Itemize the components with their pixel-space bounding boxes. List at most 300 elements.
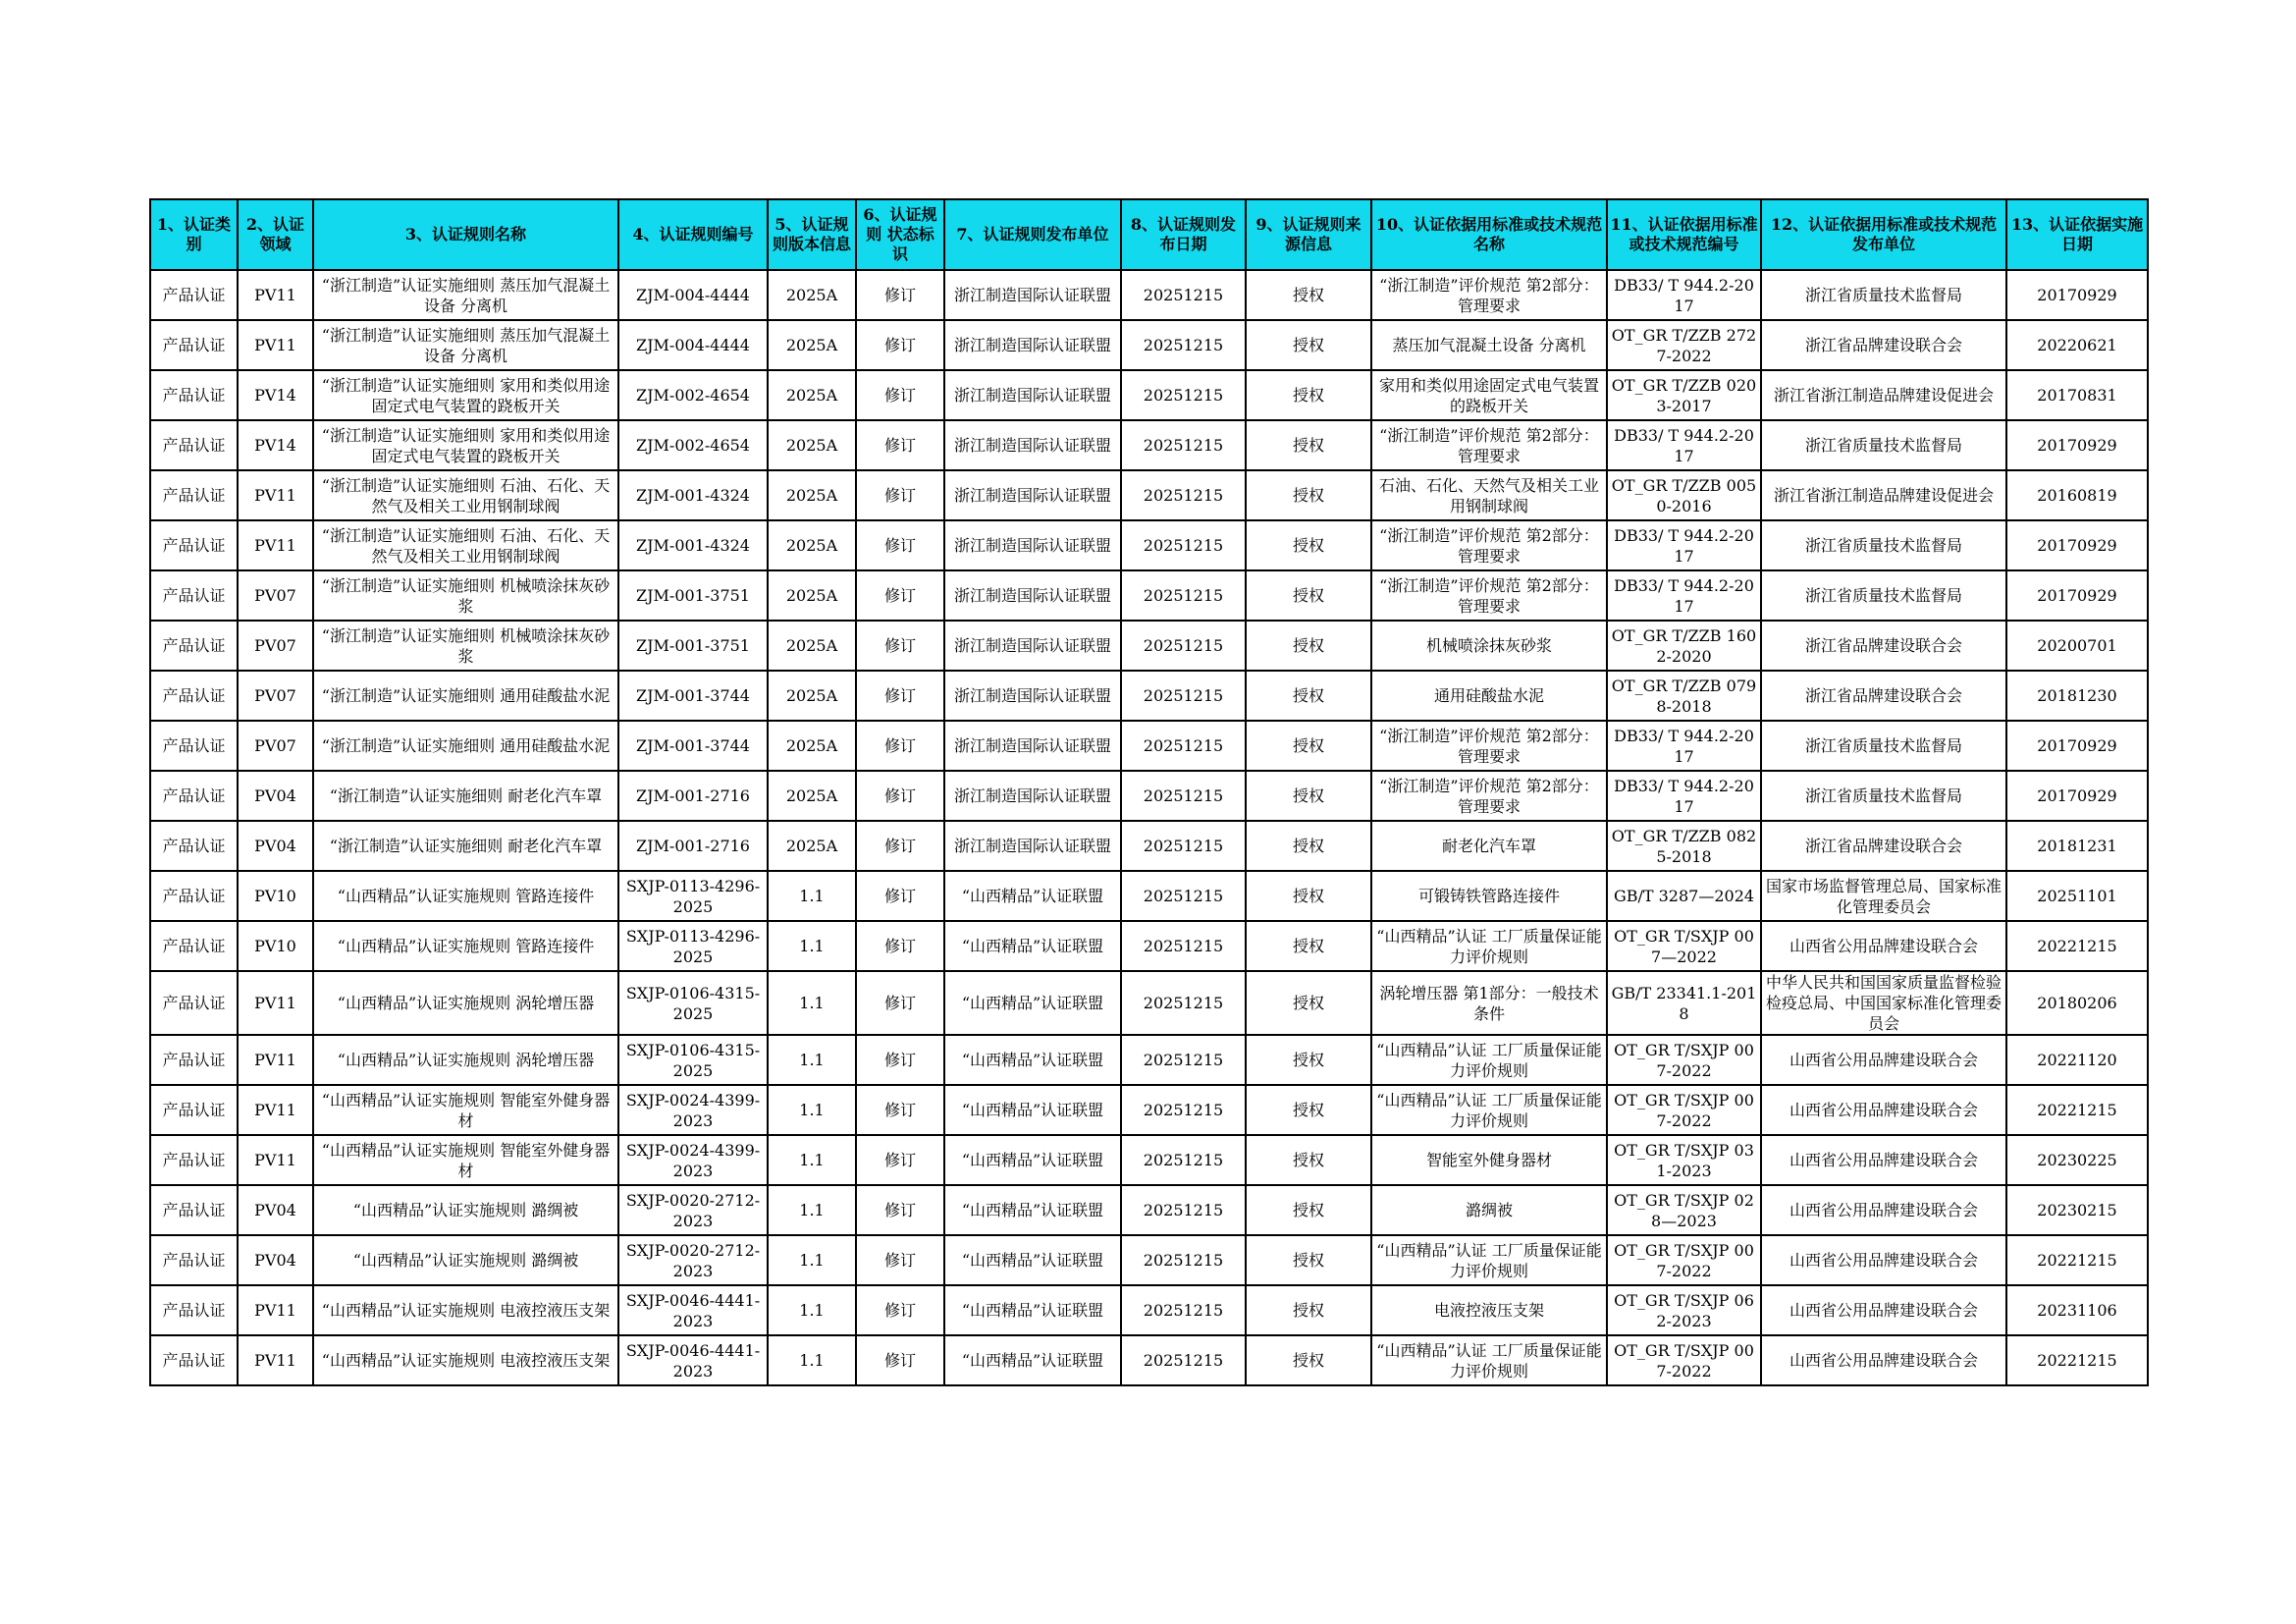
cell-col-rule-number: SXJP-0046-4441-2023 [618, 1335, 768, 1385]
cell-col-status: 修订 [856, 821, 944, 871]
cell-col-rule-name: “山西精品”认证实施规则 电液控液压支架 [313, 1285, 618, 1335]
cell-col-status: 修订 [856, 1285, 944, 1335]
cell-col-standard-name: “浙江制造”评价规范 第2部分：管理要求 [1371, 270, 1607, 320]
cell-col-status: 修订 [856, 921, 944, 971]
cell-col-effective-date: 20221215 [2006, 1235, 2148, 1285]
cell-col-effective-date: 20230225 [2006, 1135, 2148, 1185]
table-row [150, 971, 2148, 1035]
cell-col-source: 授权 [1246, 1285, 1371, 1335]
cell-col-standard-name: 耐老化汽车罩 [1371, 821, 1607, 871]
cell-col-status: 修订 [856, 721, 944, 771]
cell-col-field: PV11 [238, 1135, 313, 1185]
cell-col-standard-number: DB33/ T 944.2-2017 [1607, 420, 1761, 470]
cell-col-rule-name: “山西精品”认证实施规则 智能室外健身器材 [313, 1085, 618, 1135]
cell-col-standard-publisher: 山西省公用品牌建设联合会 [1761, 1235, 2006, 1285]
cell-col-standard-publisher: 浙江省浙江制造品牌建设促进会 [1761, 470, 2006, 520]
header-col-source: 9、认证规则来源信息 [1246, 199, 1371, 270]
cell-col-source: 授权 [1246, 1185, 1371, 1235]
cell-col-rule-number: SXJP-0113-4296-2025 [618, 921, 768, 971]
cell-col-source: 授权 [1246, 721, 1371, 771]
cell-col-standard-number: DB33/ T 944.2-2017 [1607, 520, 1761, 570]
cell-col-source: 授权 [1246, 1135, 1371, 1185]
cell-col-standard-publisher: 浙江省品牌建设联合会 [1761, 821, 2006, 871]
cell-col-category: 产品认证 [150, 921, 238, 971]
cell-col-rule-name: “浙江制造”认证实施细则 耐老化汽车罩 [313, 821, 618, 871]
cell-col-publisher: “山西精品”认证联盟 [944, 1185, 1121, 1235]
cell-col-rule-number: SXJP-0020-2712-2023 [618, 1185, 768, 1235]
cell-col-field: PV11 [238, 520, 313, 570]
header-col-publish-date: 8、认证规则发布日期 [1121, 199, 1246, 270]
cell-col-standard-number: OT_GR T/SXJP 007-2022 [1607, 1235, 1761, 1285]
cell-col-standard-number: OT_GR T/SXJP 031-2023 [1607, 1135, 1761, 1185]
table-row [150, 1235, 2148, 1285]
cell-col-standard-name: “山西精品”认证 工厂质量保证能力评价规则 [1371, 1335, 1607, 1385]
cell-col-version: 2025A [768, 721, 856, 771]
cell-col-version: 2025A [768, 621, 856, 671]
cell-col-rule-name: “浙江制造”认证实施细则 机械喷涂抹灰砂浆 [313, 621, 618, 671]
cell-col-field: PV11 [238, 1085, 313, 1135]
cell-col-category: 产品认证 [150, 1335, 238, 1385]
table-row [150, 1135, 2148, 1185]
table-row [150, 1285, 2148, 1335]
cell-col-rule-name: “山西精品”认证实施规则 管路连接件 [313, 871, 618, 921]
cell-col-status: 修订 [856, 1185, 944, 1235]
cell-col-status: 修订 [856, 270, 944, 320]
cell-col-status: 修订 [856, 520, 944, 570]
cell-col-standard-number: DB33/ T 944.2-2017 [1607, 771, 1761, 821]
cell-col-category: 产品认证 [150, 570, 238, 621]
cell-col-publish-date: 20251215 [1121, 1235, 1246, 1285]
cell-col-publisher: 浙江制造国际认证联盟 [944, 771, 1121, 821]
cell-col-publish-date: 20251215 [1121, 771, 1246, 821]
cell-col-rule-number: SXJP-0106-4315-2025 [618, 1035, 768, 1085]
cell-col-source: 授权 [1246, 771, 1371, 821]
cell-col-status: 修订 [856, 420, 944, 470]
cell-col-standard-number: OT_GR T/ZZB 0798-2018 [1607, 671, 1761, 721]
header-col-standard-publisher: 12、认证依据用标准或技术规范发布单位 [1761, 199, 2006, 270]
cell-col-source: 授权 [1246, 1235, 1371, 1285]
cell-col-rule-number: ZJM-002-4654 [618, 370, 768, 420]
cell-col-standard-number: DB33/ T 944.2-2017 [1607, 570, 1761, 621]
table-row [150, 921, 2148, 971]
cell-col-publish-date: 20251215 [1121, 1185, 1246, 1235]
cell-col-effective-date: 20221215 [2006, 1085, 2148, 1135]
cell-col-standard-publisher: 山西省公用品牌建设联合会 [1761, 1085, 2006, 1135]
cell-col-standard-name: 潞绸被 [1371, 1185, 1607, 1235]
cell-col-standard-number: OT_GR T/ZZB 0203-2017 [1607, 370, 1761, 420]
table-body [150, 270, 2148, 1385]
cell-col-standard-publisher: 浙江省质量技术监督局 [1761, 570, 2006, 621]
cell-col-source: 授权 [1246, 270, 1371, 320]
cell-col-status: 修订 [856, 1135, 944, 1185]
cell-col-effective-date: 20170929 [2006, 570, 2148, 621]
cell-col-source: 授权 [1246, 1085, 1371, 1135]
cell-col-publish-date: 20251215 [1121, 320, 1246, 370]
cell-col-status: 修订 [856, 871, 944, 921]
cell-col-category: 产品认证 [150, 420, 238, 470]
cell-col-standard-number: OT_GR T/SXJP 028—2023 [1607, 1185, 1761, 1235]
cell-col-category: 产品认证 [150, 320, 238, 370]
cell-col-standard-name: “山西精品”认证 工厂质量保证能力评价规则 [1371, 921, 1607, 971]
cell-col-category: 产品认证 [150, 771, 238, 821]
cell-col-field: PV11 [238, 470, 313, 520]
cell-col-category: 产品认证 [150, 621, 238, 671]
cell-col-rule-name: “浙江制造”认证实施细则 通用硅酸盐水泥 [313, 671, 618, 721]
cell-col-publisher: 浙江制造国际认证联盟 [944, 621, 1121, 671]
cell-col-standard-publisher: 山西省公用品牌建设联合会 [1761, 1035, 2006, 1085]
cell-col-field: PV11 [238, 1035, 313, 1085]
table-row [150, 1035, 2148, 1085]
cell-col-rule-number: SXJP-0020-2712-2023 [618, 1235, 768, 1285]
cell-col-publish-date: 20251215 [1121, 520, 1246, 570]
cell-col-standard-name: “山西精品”认证 工厂质量保证能力评价规则 [1371, 1035, 1607, 1085]
cell-col-field: PV10 [238, 921, 313, 971]
cell-col-rule-name: “浙江制造”认证实施细则 通用硅酸盐水泥 [313, 721, 618, 771]
cell-col-rule-number: SXJP-0046-4441-2023 [618, 1285, 768, 1335]
cell-col-rule-number: ZJM-001-3751 [618, 621, 768, 671]
cell-col-publisher: 浙江制造国际认证联盟 [944, 320, 1121, 370]
header-col-version: 5、认证规则版本信息 [768, 199, 856, 270]
header-col-effective-date: 13、认证依据实施日期 [2006, 199, 2148, 270]
cell-col-category: 产品认证 [150, 470, 238, 520]
cell-col-category: 产品认证 [150, 821, 238, 871]
cell-col-version: 2025A [768, 821, 856, 871]
cell-col-source: 授权 [1246, 470, 1371, 520]
cell-col-version: 1.1 [768, 871, 856, 921]
cell-col-publisher: “山西精品”认证联盟 [944, 1035, 1121, 1085]
cell-col-version: 1.1 [768, 1285, 856, 1335]
cell-col-effective-date: 20220621 [2006, 320, 2148, 370]
cell-col-publish-date: 20251215 [1121, 270, 1246, 320]
cell-col-standard-name: 机械喷涂抹灰砂浆 [1371, 621, 1607, 671]
cell-col-category: 产品认证 [150, 1235, 238, 1285]
cell-col-effective-date: 20181231 [2006, 821, 2148, 871]
cell-col-rule-name: “浙江制造”认证实施细则 家用和类似用途固定式电气装置的跷板开关 [313, 420, 618, 470]
cell-col-publisher: 浙江制造国际认证联盟 [944, 821, 1121, 871]
table-row [150, 721, 2148, 771]
cell-col-source: 授权 [1246, 921, 1371, 971]
table-row [150, 1085, 2148, 1135]
cell-col-category: 产品认证 [150, 370, 238, 420]
cell-col-rule-name: “山西精品”认证实施规则 智能室外健身器材 [313, 1135, 618, 1185]
header-col-standard-number: 11、认证依据用标准或技术规范编号 [1607, 199, 1761, 270]
cell-col-standard-number: DB33/ T 944.2-2017 [1607, 721, 1761, 771]
cell-col-standard-name: 通用硅酸盐水泥 [1371, 671, 1607, 721]
cell-col-version: 2025A [768, 771, 856, 821]
cell-col-status: 修订 [856, 570, 944, 621]
cell-col-field: PV14 [238, 370, 313, 420]
cell-col-standard-publisher: 浙江省质量技术监督局 [1761, 520, 2006, 570]
cell-col-rule-name: “浙江制造”认证实施细则 家用和类似用途固定式电气装置的跷板开关 [313, 370, 618, 420]
cell-col-publish-date: 20251215 [1121, 1085, 1246, 1135]
cell-col-effective-date: 20170929 [2006, 771, 2148, 821]
cell-col-source: 授权 [1246, 971, 1371, 1035]
cell-col-standard-name: “浙江制造”评价规范 第2部分：管理要求 [1371, 520, 1607, 570]
cell-col-category: 产品认证 [150, 871, 238, 921]
cell-col-publisher: 浙江制造国际认证联盟 [944, 520, 1121, 570]
cell-col-field: PV07 [238, 621, 313, 671]
cell-col-standard-publisher: 浙江省质量技术监督局 [1761, 270, 2006, 320]
cell-col-effective-date: 20181230 [2006, 671, 2148, 721]
cell-col-publish-date: 20251215 [1121, 420, 1246, 470]
cell-col-publisher: “山西精品”认证联盟 [944, 1235, 1121, 1285]
cell-col-field: PV04 [238, 1185, 313, 1235]
cell-col-publisher: 浙江制造国际认证联盟 [944, 721, 1121, 771]
cell-col-standard-publisher: 浙江省品牌建设联合会 [1761, 621, 2006, 671]
cell-col-standard-name: “山西精品”认证 工厂质量保证能力评价规则 [1371, 1085, 1607, 1135]
cell-col-standard-name: “浙江制造”评价规范 第2部分：管理要求 [1371, 570, 1607, 621]
table-row [150, 621, 2148, 671]
cell-col-version: 2025A [768, 320, 856, 370]
cell-col-publisher: 浙江制造国际认证联盟 [944, 370, 1121, 420]
cell-col-standard-publisher: 中华人民共和国国家质量监督检验检疫总局、中国国家标准化管理委员会 [1761, 971, 2006, 1035]
cell-col-status: 修订 [856, 1085, 944, 1135]
cell-col-field: PV10 [238, 871, 313, 921]
cell-col-publish-date: 20251215 [1121, 1335, 1246, 1385]
cell-col-rule-name: “山西精品”认证实施规则 管路连接件 [313, 921, 618, 971]
cell-col-publish-date: 20251215 [1121, 671, 1246, 721]
cell-col-publish-date: 20251215 [1121, 570, 1246, 621]
cell-col-standard-publisher: 国家市场监督管理总局、国家标准化管理委员会 [1761, 871, 2006, 921]
cell-col-rule-number: SXJP-0024-4399-2023 [618, 1135, 768, 1185]
cell-col-publisher: 浙江制造国际认证联盟 [944, 671, 1121, 721]
cell-col-standard-number: OT_GR T/SXJP 007—2022 [1607, 921, 1761, 971]
table-row [150, 1335, 2148, 1385]
cell-col-source: 授权 [1246, 520, 1371, 570]
cell-col-category: 产品认证 [150, 971, 238, 1035]
cell-col-standard-number: OT_GR T/SXJP 007-2022 [1607, 1335, 1761, 1385]
header-col-status: 6、认证规则 状态标识 [856, 199, 944, 270]
cell-col-status: 修订 [856, 1035, 944, 1085]
cell-col-rule-name: “山西精品”认证实施规则 潞绸被 [313, 1235, 618, 1285]
cell-col-standard-name: “浙江制造”评价规范 第2部分：管理要求 [1371, 771, 1607, 821]
cell-col-rule-name: “山西精品”认证实施规则 潞绸被 [313, 1185, 618, 1235]
cell-col-rule-name: “浙江制造”认证实施细则 蒸压加气混凝土设备 分离机 [313, 320, 618, 370]
cell-col-version: 1.1 [768, 1235, 856, 1285]
cell-col-standard-publisher: 浙江省质量技术监督局 [1761, 420, 2006, 470]
cell-col-version: 2025A [768, 420, 856, 470]
table-row [150, 420, 2148, 470]
cell-col-effective-date: 20160819 [2006, 470, 2148, 520]
cell-col-publisher: “山西精品”认证联盟 [944, 871, 1121, 921]
cell-col-version: 2025A [768, 370, 856, 420]
cell-col-status: 修订 [856, 1335, 944, 1385]
table-row [150, 1185, 2148, 1235]
cell-col-source: 授权 [1246, 671, 1371, 721]
cell-col-effective-date: 20251101 [2006, 871, 2148, 921]
cell-col-source: 授权 [1246, 420, 1371, 470]
cell-col-rule-number: ZJM-004-4444 [618, 320, 768, 370]
cell-col-effective-date: 20221215 [2006, 921, 2148, 971]
cell-col-version: 2025A [768, 270, 856, 320]
cell-col-status: 修订 [856, 370, 944, 420]
cell-col-publish-date: 20251215 [1121, 621, 1246, 671]
table-row [150, 771, 2148, 821]
cell-col-source: 授权 [1246, 370, 1371, 420]
cell-col-category: 产品认证 [150, 520, 238, 570]
cell-col-field: PV04 [238, 821, 313, 871]
cell-col-source: 授权 [1246, 821, 1371, 871]
table-row [150, 821, 2148, 871]
cell-col-version: 2025A [768, 570, 856, 621]
cell-col-standard-publisher: 山西省公用品牌建设联合会 [1761, 1335, 2006, 1385]
cell-col-publish-date: 20251215 [1121, 1035, 1246, 1085]
cell-col-field: PV11 [238, 320, 313, 370]
cell-col-standard-name: “浙江制造”评价规范 第2部分：管理要求 [1371, 420, 1607, 470]
cell-col-publish-date: 20251215 [1121, 821, 1246, 871]
cell-col-rule-number: ZJM-001-4324 [618, 520, 768, 570]
cell-col-rule-number: SXJP-0113-4296-2025 [618, 871, 768, 921]
cell-col-category: 产品认证 [150, 270, 238, 320]
cell-col-version: 2025A [768, 470, 856, 520]
cell-col-standard-publisher: 浙江省质量技术监督局 [1761, 771, 2006, 821]
cell-col-publisher: 浙江制造国际认证联盟 [944, 270, 1121, 320]
cell-col-rule-number: SXJP-0106-4315-2025 [618, 971, 768, 1035]
cell-col-standard-name: 家用和类似用途固定式电气装置的跷板开关 [1371, 370, 1607, 420]
cell-col-standard-publisher: 浙江省浙江制造品牌建设促进会 [1761, 370, 2006, 420]
cell-col-standard-publisher: 浙江省品牌建设联合会 [1761, 671, 2006, 721]
table-row [150, 370, 2148, 420]
cell-col-rule-name: “浙江制造”认证实施细则 石油、石化、天然气及相关工业用钢制球阀 [313, 520, 618, 570]
cell-col-publisher: “山西精品”认证联盟 [944, 1335, 1121, 1385]
cell-col-version: 1.1 [768, 1085, 856, 1135]
cell-col-standard-publisher: 山西省公用品牌建设联合会 [1761, 1135, 2006, 1185]
cell-col-source: 授权 [1246, 1335, 1371, 1385]
cell-col-category: 产品认证 [150, 1285, 238, 1335]
cell-col-standard-number: OT_GR T/ZZB 1602-2020 [1607, 621, 1761, 671]
cell-col-field: PV11 [238, 1335, 313, 1385]
table-row [150, 570, 2148, 621]
cell-col-publish-date: 20251215 [1121, 1135, 1246, 1185]
certification-table-sheet [149, 198, 2149, 1386]
cell-col-standard-name: “山西精品”认证 工厂质量保证能力评价规则 [1371, 1235, 1607, 1285]
cell-col-source: 授权 [1246, 320, 1371, 370]
cell-col-status: 修订 [856, 320, 944, 370]
cell-col-standard-publisher: 浙江省质量技术监督局 [1761, 721, 2006, 771]
cell-col-publish-date: 20251215 [1121, 470, 1246, 520]
cell-col-standard-name: 智能室外健身器材 [1371, 1135, 1607, 1185]
cell-col-category: 产品认证 [150, 721, 238, 771]
cell-col-standard-name: 电液控液压支架 [1371, 1285, 1607, 1335]
cell-col-publisher: 浙江制造国际认证联盟 [944, 420, 1121, 470]
cell-col-source: 授权 [1246, 570, 1371, 621]
cell-col-standard-number: OT_GR T/SXJP 007-2022 [1607, 1085, 1761, 1135]
cell-col-source: 授权 [1246, 1035, 1371, 1085]
cell-col-status: 修订 [856, 470, 944, 520]
cell-col-rule-name: “山西精品”认证实施规则 电液控液压支架 [313, 1335, 618, 1385]
header-col-publisher: 7、认证规则发布单位 [944, 199, 1121, 270]
cell-col-field: PV04 [238, 1235, 313, 1285]
table-row [150, 520, 2148, 570]
header-col-rule-name: 3、认证规则名称 [313, 199, 618, 270]
cell-col-rule-name: “浙江制造”认证实施细则 蒸压加气混凝土设备 分离机 [313, 270, 618, 320]
cell-col-rule-name: “浙江制造”认证实施细则 耐老化汽车罩 [313, 771, 618, 821]
cell-col-standard-number: DB33/ T 944.2-2017 [1607, 270, 1761, 320]
cell-col-standard-name: 可锻铸铁管路连接件 [1371, 871, 1607, 921]
cell-col-status: 修订 [856, 621, 944, 671]
cell-col-rule-name: “浙江制造”认证实施细则 机械喷涂抹灰砂浆 [313, 570, 618, 621]
cell-col-rule-number: ZJM-002-4654 [618, 420, 768, 470]
cell-col-publisher: “山西精品”认证联盟 [944, 1285, 1121, 1335]
cell-col-rule-name: “山西精品”认证实施规则 涡轮增压器 [313, 971, 618, 1035]
cell-col-rule-number: ZJM-004-4444 [618, 270, 768, 320]
cell-col-standard-number: GB/T 3287—2024 [1607, 871, 1761, 921]
cell-col-version: 1.1 [768, 1035, 856, 1085]
cell-col-category: 产品认证 [150, 671, 238, 721]
cell-col-standard-publisher: 山西省公用品牌建设联合会 [1761, 1185, 2006, 1235]
cell-col-rule-name: “山西精品”认证实施规则 涡轮增压器 [313, 1035, 618, 1085]
cell-col-effective-date: 20200701 [2006, 621, 2148, 671]
table-row [150, 871, 2148, 921]
cell-col-rule-number: ZJM-001-2716 [618, 771, 768, 821]
header-col-field: 2、认证领域 [238, 199, 313, 270]
header-col-rule-number: 4、认证规则编号 [618, 199, 768, 270]
cell-col-effective-date: 20170929 [2006, 270, 2148, 320]
cell-col-effective-date: 20170929 [2006, 721, 2148, 771]
cell-col-standard-publisher: 浙江省品牌建设联合会 [1761, 320, 2006, 370]
cell-col-field: PV11 [238, 1285, 313, 1335]
cell-col-version: 1.1 [768, 1335, 856, 1385]
cell-col-category: 产品认证 [150, 1035, 238, 1085]
cell-col-version: 1.1 [768, 1185, 856, 1235]
cell-col-effective-date: 20231106 [2006, 1285, 2148, 1335]
cell-col-standard-number: OT_GR T/SXJP 062-2023 [1607, 1285, 1761, 1335]
cell-col-publish-date: 20251215 [1121, 971, 1246, 1035]
cell-col-publisher: 浙江制造国际认证联盟 [944, 470, 1121, 520]
cell-col-publish-date: 20251215 [1121, 721, 1246, 771]
cell-col-standard-name: “浙江制造”评价规范 第2部分：管理要求 [1371, 721, 1607, 771]
cell-col-standard-number: OT_GR T/SXJP 007-2022 [1607, 1035, 1761, 1085]
cell-col-rule-number: ZJM-001-3744 [618, 671, 768, 721]
header-col-category: 1、认证类别 [150, 199, 238, 270]
cell-col-field: PV11 [238, 270, 313, 320]
cell-col-standard-name: 石油、石化、天然气及相关工业用钢制球阀 [1371, 470, 1607, 520]
cell-col-field: PV07 [238, 721, 313, 771]
cell-col-field: PV07 [238, 671, 313, 721]
table-row [150, 320, 2148, 370]
cell-col-rule-number: ZJM-001-4324 [618, 470, 768, 520]
cell-col-standard-publisher: 山西省公用品牌建设联合会 [1761, 921, 2006, 971]
cell-col-publisher: “山西精品”认证联盟 [944, 971, 1121, 1035]
cell-col-effective-date: 20170831 [2006, 370, 2148, 420]
cell-col-standard-number: OT_GR T/ZZB 0825-2018 [1607, 821, 1761, 871]
cell-col-effective-date: 20180206 [2006, 971, 2148, 1035]
table-row [150, 470, 2148, 520]
cell-col-rule-number: SXJP-0024-4399-2023 [618, 1085, 768, 1135]
cell-col-rule-number: ZJM-001-3751 [618, 570, 768, 621]
header-col-standard-name: 10、认证依据用标准或技术规范名称 [1371, 199, 1607, 270]
cell-col-field: PV11 [238, 971, 313, 1035]
cell-col-field: PV14 [238, 420, 313, 470]
cell-col-version: 1.1 [768, 971, 856, 1035]
cell-col-publisher: 浙江制造国际认证联盟 [944, 570, 1121, 621]
cell-col-rule-number: ZJM-001-3744 [618, 721, 768, 771]
cell-col-effective-date: 20221120 [2006, 1035, 2148, 1085]
cell-col-publish-date: 20251215 [1121, 370, 1246, 420]
cell-col-category: 产品认证 [150, 1135, 238, 1185]
cell-col-effective-date: 20221215 [2006, 1335, 2148, 1385]
cell-col-publisher: “山西精品”认证联盟 [944, 1135, 1121, 1185]
cell-col-effective-date: 20170929 [2006, 520, 2148, 570]
cell-col-standard-name: 涡轮增压器 第1部分：一般技术条件 [1371, 971, 1607, 1035]
cell-col-publisher: “山西精品”认证联盟 [944, 921, 1121, 971]
cell-col-rule-name: “浙江制造”认证实施细则 石油、石化、天然气及相关工业用钢制球阀 [313, 470, 618, 520]
cell-col-source: 授权 [1246, 871, 1371, 921]
cell-col-standard-number: OT_GR T/ZZB 2727-2022 [1607, 320, 1761, 370]
cell-col-publish-date: 20251215 [1121, 921, 1246, 971]
cell-col-category: 产品认证 [150, 1185, 238, 1235]
cell-col-version: 2025A [768, 520, 856, 570]
